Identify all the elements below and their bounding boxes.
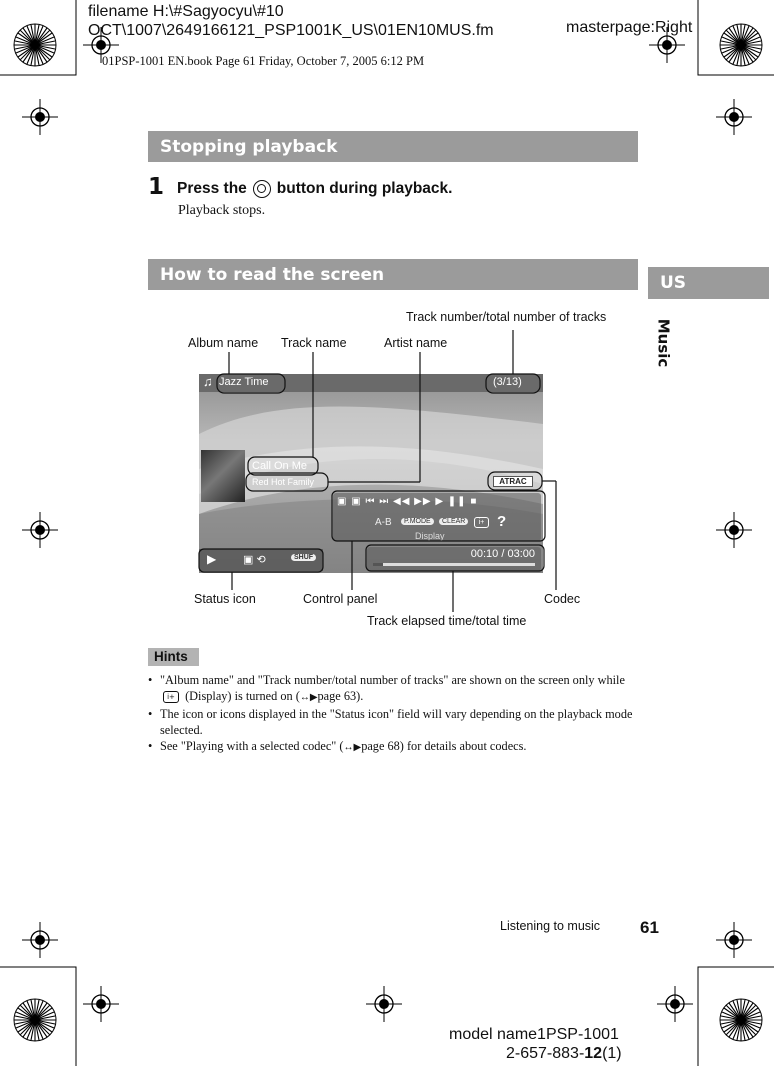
footer-part-number (506, 1045, 622, 1063)
clear-badge: CLEAR (439, 518, 468, 525)
music-note-icon: ♫ (203, 374, 213, 389)
repeat-icon: ▣ ⟲ (243, 554, 266, 566)
label-elapsed-time: Track elapsed time/total time (367, 614, 527, 628)
screen-track-count: (3/13) (493, 376, 522, 388)
screen-album-name: Jazz Time (219, 376, 269, 388)
hint-2-text: The icon or icons displayed in the "Status icon" field will vary depending on the playback mode selected. (160, 707, 633, 737)
hint-3-page: page 68) for details about codecs. (361, 739, 527, 753)
step-result: Playback stops. (178, 203, 266, 218)
label-track-name: Track name (281, 336, 347, 350)
label-control-panel: Control panel (303, 592, 378, 606)
label-track-number: Track number/total number of tracks (406, 310, 607, 324)
screen-total-time: / 03:00 (501, 548, 535, 560)
footer-section-name: Listening to music (500, 919, 601, 933)
display-info-icon: i+ (474, 517, 489, 528)
hints-label (148, 648, 199, 666)
hint-item: • See "Playing with a selected codec" (↔▶page 68) for details about codecs. (148, 739, 527, 753)
page-arrow-icon: ↔▶ (299, 692, 318, 703)
help-icon: ? (497, 513, 507, 530)
page-arrow-icon: ↔▶ (343, 742, 362, 753)
hint-item: • "Album name" and "Track number/total number of tracks" are shown on the screen only while i+ (Display) is turned on (↔▶page 63). (148, 673, 625, 703)
label-album-name: Album name (188, 336, 259, 350)
hints-list (148, 672, 640, 756)
codec-badge-text: ATRAC (499, 477, 527, 486)
screen-track-name: Call On Me (252, 460, 308, 472)
step-number: 1 (148, 174, 165, 200)
label-codec: Codec (544, 592, 581, 606)
label-status-icon: Status icon (194, 592, 256, 606)
stopping-heading-text: Stopping playback (160, 136, 338, 157)
section-tab-label: Music (654, 318, 673, 368)
filename-line-2: OCT\1007\2649166121_PSP1001K_US\01EN10MUS.fm (88, 22, 494, 39)
label-artist-name: Artist name (384, 336, 448, 350)
footer-page-number: 61 (640, 918, 659, 937)
part-prefix: 2-657-883- (506, 1045, 585, 1062)
region-tab-label: US (660, 273, 687, 293)
footer-model-name: model name1PSP-1001 (449, 1026, 619, 1043)
screen-artist-name: Red Hot Family (252, 477, 315, 487)
transport-icons: ▣ ▣ ⏮ ⏭ ◀◀ ▶▶ ▶ ❚❚ ■ (337, 496, 478, 507)
display-button-icon: i+ (163, 691, 179, 703)
hints-title: Hints (154, 649, 188, 664)
step-text-after: button during playback. (276, 180, 453, 197)
display-label: Display (415, 531, 445, 541)
masterpage-label: masterpage:Right (566, 19, 693, 36)
screen-elapsed-time: 00:10 (470, 548, 499, 560)
hint-1-pre: "Album name" and "Track number/total number of tracks" are shown on the screen only while (160, 673, 625, 687)
part-suffix: (1) (602, 1045, 622, 1062)
hint-1-post: (Display) is turned on ( (185, 689, 300, 703)
play-status-icon: ▶ (207, 552, 217, 566)
ab-repeat-label: A-B (375, 517, 392, 528)
shuffle-badge: SHUF (291, 554, 316, 561)
how-to-read-heading-text: How to read the screen (160, 264, 385, 285)
hint-1-page: page 63). (317, 689, 364, 703)
pmode-badge: P.MODE (401, 518, 434, 525)
step-text-before: Press the (177, 180, 247, 197)
hint-3-pre: See "Playing with a selected codec" ( (160, 739, 344, 753)
part-bold: 12 (584, 1045, 603, 1062)
filename-line-1: filename H:\#Sagyocyu\#10 (88, 3, 284, 20)
book-info-line: 01PSP-1001 EN.book Page 61 Friday, October 7, 2005 6:12 PM (102, 54, 425, 68)
hint-item: • The icon or icons displayed in the "Status icon" field will vary depending on the playback mode selected. (148, 707, 633, 737)
